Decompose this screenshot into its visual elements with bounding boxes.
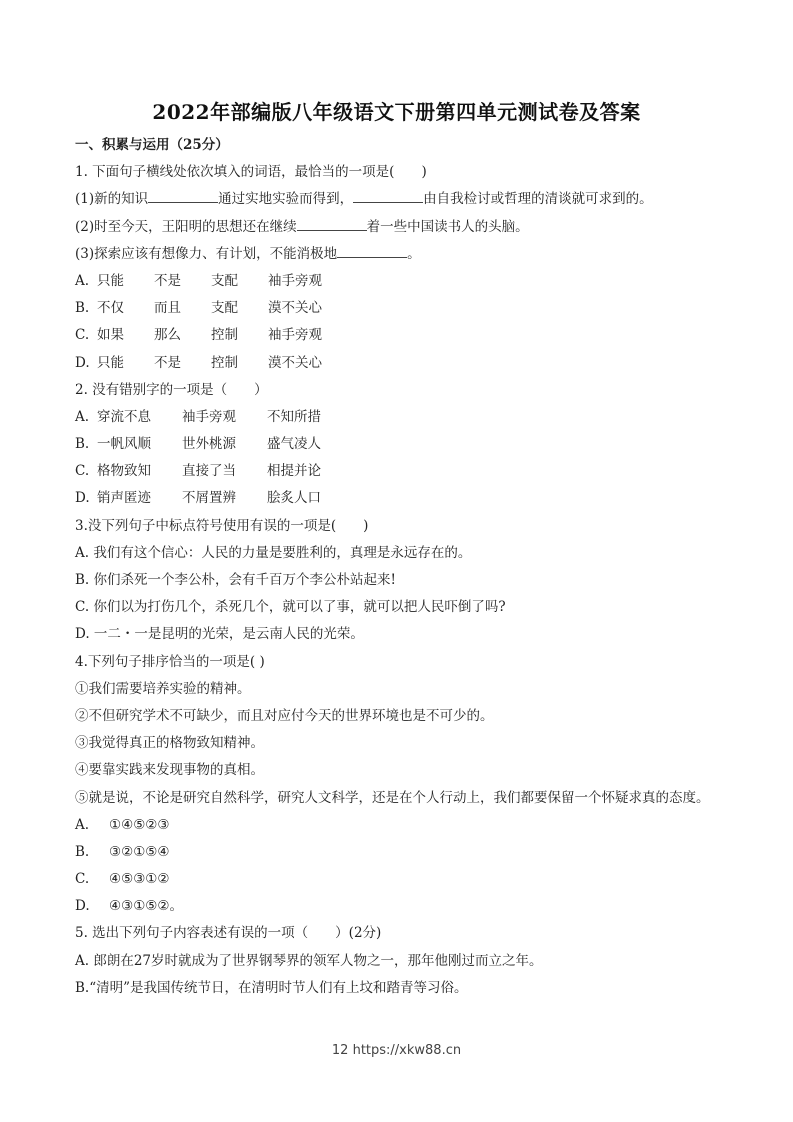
option-part: 世外桃源 (182, 436, 236, 453)
option-part: 直接了当 (182, 463, 236, 480)
option-part: 一帆风顺 (97, 436, 151, 453)
option-part: 相提并论 (267, 463, 321, 480)
document-body (75, 132, 755, 1002)
sentence-segment: 。 (407, 245, 421, 262)
option-label: B. (75, 436, 90, 453)
sentence-segment: 着一些中国读书人的头脑。 (366, 218, 529, 235)
option-part: 只能 (97, 354, 124, 371)
option-part: 控制 (211, 354, 238, 371)
option-label: A. (75, 408, 90, 425)
option-part: 支配 (211, 272, 238, 289)
option-part: 脍炙人口 (267, 490, 321, 507)
answer-option (75, 322, 755, 349)
sentence-segment: (1)新的知识 (75, 191, 149, 208)
text-line: 5. 选出下列句子内容表述有误的一项（ ）(2分) (75, 925, 382, 942)
option-label: D. (75, 490, 90, 507)
answer-option (75, 295, 755, 322)
text-line: B.“清明”是我国传统节日，在清明时节人们有上坟和踏青等习俗。 (75, 979, 468, 996)
option-part: 不屑置辨 (182, 490, 236, 507)
option-part: 不知所措 (267, 408, 321, 425)
blank-line (337, 243, 407, 258)
answer-option (75, 268, 755, 295)
option-label: C. (75, 463, 90, 480)
answer-option (75, 350, 755, 377)
option-part: 漠不关心 (268, 300, 322, 317)
option-part: 袖手旁观 (268, 272, 322, 289)
text-line: ⑤就是说，不论是研究自然科学，研究人文科学，还是在个人行动上，我们都要保留一个怀疑求真的态度。 (75, 789, 710, 806)
answer-option (75, 404, 755, 431)
answer-option (75, 866, 755, 893)
option-label: D. (75, 354, 90, 371)
option-part: 只能 (97, 272, 124, 289)
text-line: 2. 没有错别字的一项是（ ） (75, 381, 268, 398)
answer-option (75, 458, 755, 485)
option-part: ③②①⑤④ (109, 843, 170, 860)
option-label: B. (75, 300, 90, 317)
sentence-segment: 由自我检讨或哲理的清谈就可求到的。 (423, 191, 653, 208)
option-part: 而且 (154, 300, 181, 317)
text-line: A. 郎朗在27岁时就成为了世界钢琴界的领军人物之一，那年他刚过而立之年。 (75, 952, 543, 969)
answer-option (75, 485, 755, 512)
option-part: 控制 (211, 327, 238, 344)
answer-option (75, 839, 755, 866)
fill-in-sentence (75, 186, 755, 213)
blank-line (297, 216, 367, 231)
text-line: 4.下列句子排序恰当的一项是( ) (75, 653, 265, 670)
option-part: 支配 (211, 300, 238, 317)
option-part: 销声匿迹 (97, 490, 151, 507)
blank-line (148, 188, 218, 203)
option-label: C. (75, 871, 90, 888)
option-label: A. (75, 816, 90, 833)
option-part: 穿流不息 (97, 408, 151, 425)
option-part: 袖手旁观 (182, 408, 236, 425)
text-line: ①我们需要培养实验的精神。 (75, 680, 251, 697)
answer-option (75, 812, 755, 839)
answer-option (75, 431, 755, 458)
text-line: D. 一二・一是昆明的光荣，是云南人民的光荣。 (75, 626, 364, 643)
option-part: 不仅 (97, 300, 124, 317)
page-footer: 12 https://xkw88.cn (331, 1043, 462, 1058)
text-line: A. 我们有这个信心：人民的力量是要胜利的，真理是永远存在的。 (75, 544, 472, 561)
fill-in-sentence (75, 214, 755, 241)
option-part: 不是 (154, 354, 181, 371)
blank-line (353, 188, 423, 203)
option-part: 那么 (154, 327, 181, 344)
option-part: ④⑤③①② (109, 871, 170, 888)
section-heading: 一、积累与运用（25分） (75, 137, 229, 153)
text-line: B. 你们杀死一个李公朴，会有千百万个李公朴站起来! (75, 572, 396, 588)
option-part: 格物致知 (97, 463, 151, 480)
text-line: C. 你们以为打伤几个，杀死几个，就可以了事，就可以把人民吓倒了吗? (75, 599, 506, 616)
option-label: B. (75, 843, 90, 860)
option-label: D. (75, 898, 90, 915)
text-line: ②不但研究学术不可缺少，而且对应付今天的世界环境也是不可少的。 (75, 707, 494, 724)
option-part: 如果 (97, 327, 124, 344)
text-line: 3.没下列句子中标点符号使用有误的一项是( ) (75, 517, 369, 534)
option-part: 盛气凌人 (267, 436, 321, 453)
text-line: ④要靠实践来发现事物的真相。 (75, 762, 264, 779)
fill-in-sentence (75, 241, 755, 268)
sentence-segment: (3)探索应该有想像力、有计划，不能消极地 (75, 245, 338, 262)
text-line: ③我觉得真正的格物致知精神。 (75, 735, 264, 752)
option-part: ①④⑤②③ (109, 816, 170, 833)
document-title: 2022年部编版八年级语文下册第四单元测试卷及答案 (152, 100, 641, 124)
option-label: C. (75, 327, 90, 344)
option-part: 漠不关心 (268, 354, 322, 371)
text-line: 1. 下面句子横线处依次填入的词语，最恰当的一项是( ) (75, 164, 427, 181)
sentence-segment: 通过实地实验而得到， (218, 191, 354, 208)
option-part: 袖手旁观 (268, 327, 322, 344)
sentence-segment: (2)时至今天，王阳明的思想还在继续 (75, 218, 297, 235)
answer-option (75, 893, 755, 920)
option-label: A. (75, 272, 90, 289)
option-part: ④③①⑤②。 (109, 898, 184, 915)
option-part: 不是 (154, 272, 181, 289)
